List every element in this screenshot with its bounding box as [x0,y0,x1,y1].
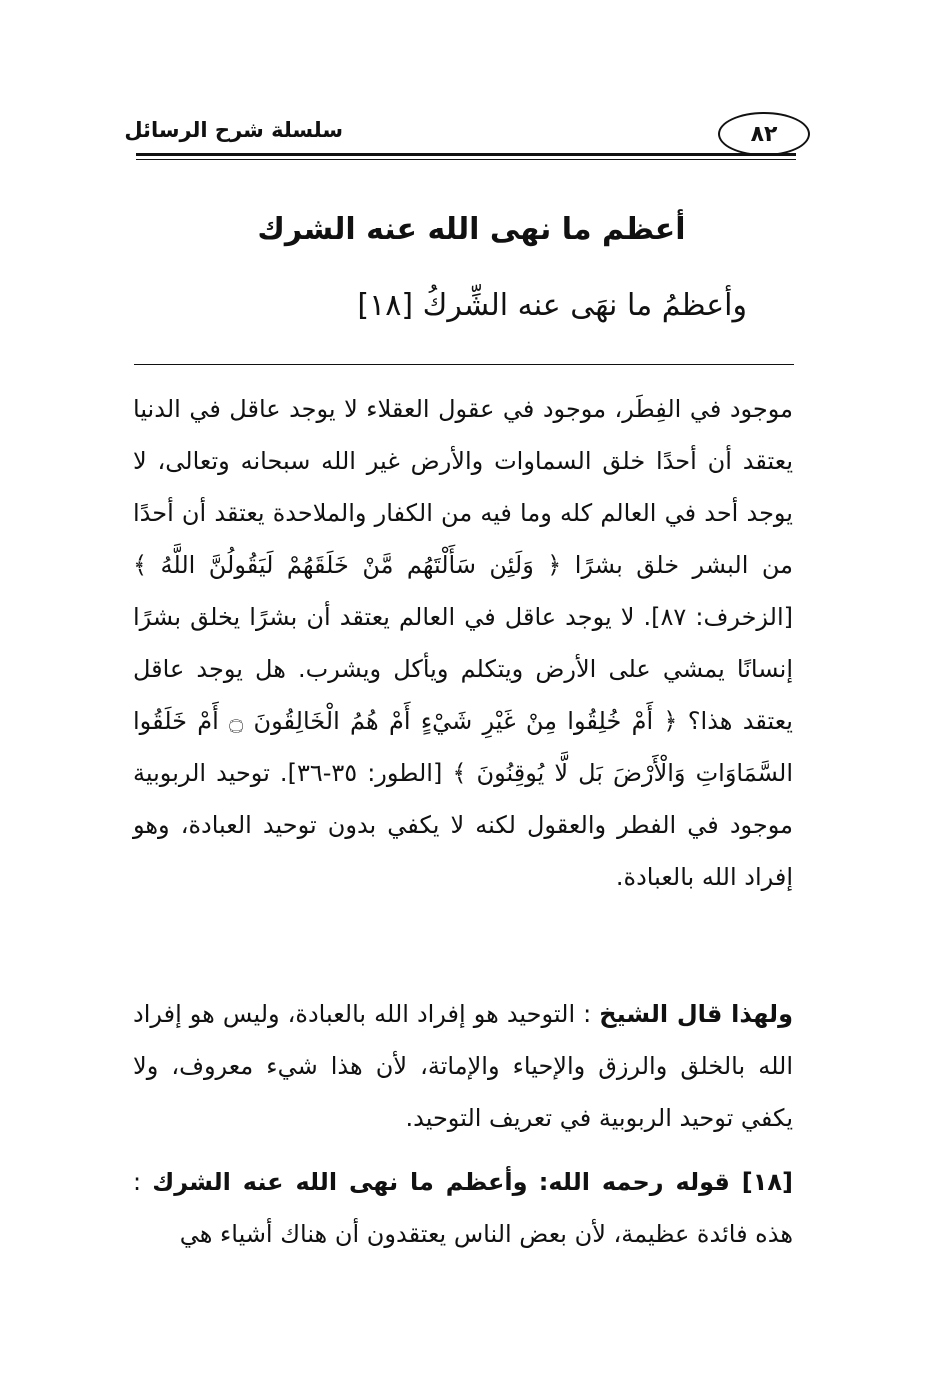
section-divider [134,364,794,365]
paragraph-lead: وأعظم ما نهى الله عنه الشرك [152,1168,528,1196]
paragraph-text: موجود في الفِطَر، موجود في عقول العقلاء لا يوجد عاقل في الدنيا يعتقد أن أحدًا خلق السماوات والأرض غير الله سبحانه وتعالى، لا يوجد أحد في العالم كله وما فيه من الكفار والملاحدة يعتقد أن أحدًا من البشر خلق بشرًا ﴿ وَلَئِن سَأَلْتَهُم مَّنْ خَلَقَهُمْ لَيَقُولُنَّ اللَّهُ ﴾ [الزخرف: ٨٧]. لا يوجد عاقل في العالم يعتقد أن بشرًا يخلق بشرًا إنسانًا يمشي على الأرض ويتكلم ويأكل ويشرب. هل يوجد عاقل يعتقد هذا؟ ﴿ أَمْ خُلِقُوا مِنْ غَيْرِ شَيْءٍ أَمْ هُمُ الْخَالِقُونَ ۝ أَمْ خَلَقُوا السَّمَاوَاتِ وَالْأَرْضَ بَل لَّا يُوقِنُونَ ﴾ [الطور: ٣٥-٣٦]. توحيد الربوبية موجود في الفطر والعقول لكنه لا يكفي بدون توحيد العبادة، وهو إفراد الله بالعبادة. [133,395,793,891]
matn-text: وأعظمُ ما نهَى عنه الشِّركُ [١٨] [357,288,747,323]
series-title: سلسلة شرح الرسائل [124,118,343,142]
commentary-paragraph-1 [133,383,793,903]
note-reference: [١٨] قوله رحمه الله: [538,1168,794,1196]
paragraph-lead: ولهذا قال الشيخ [599,1000,793,1028]
paragraph-text: : التوحيد هو إفراد الله بالعبادة، وليس هو إفراد الله بالخلق والرزق والإحياء والإماتة، لأن هذا شيء معروف، ولا يكفي توحيد الربوبية في تعريف التوحيد. [133,1000,793,1132]
page-number: ٨٢ [718,112,810,156]
paragraph-text: : هذه فائدة عظيمة، لأن بعض الناس يعتقدون أن هناك أشياء هي [133,1168,793,1248]
header-rule [136,153,796,156]
header-rule-thin [136,159,796,160]
commentary-paragraph-2 [133,988,793,1144]
chapter-title: أعظم ما نهى الله عنه الشرك [257,212,686,247]
commentary-paragraph-3 [133,1156,793,1260]
